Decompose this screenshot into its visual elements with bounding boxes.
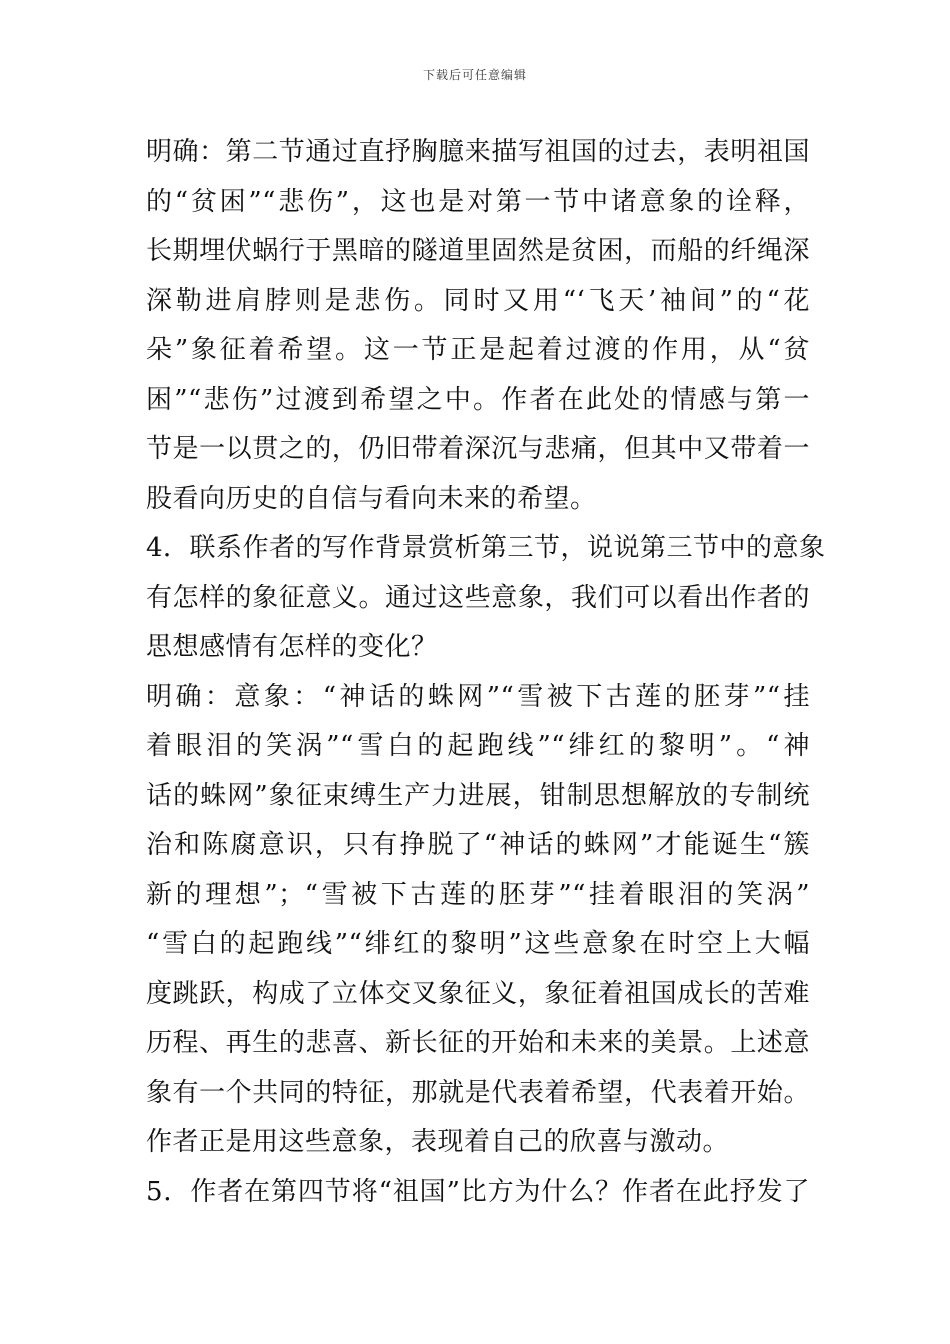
text-line: 的“贫困”“悲伤”，这也是对第一节中诸意象的诠释，	[146, 186, 810, 217]
paragraph-question-5	[146, 1168, 810, 1218]
text-line: 新的理想”；“雪被下古莲的胚芽”“挂着眼泪的笑涡”	[146, 879, 810, 910]
text-line: 4．联系作者的写作背景赏析第三节，说说第三节中的意象	[146, 533, 826, 563]
text-line: 朵”象征着希望。这一节正是起着过渡的作用，从“贫	[146, 335, 810, 365]
document-body	[146, 128, 826, 1217]
text-line: 明确：第二节通过直抒胸臆来描写祖国的过去，表明祖国	[146, 137, 810, 167]
text-line: “雪白的起跑线”“绯红的黎明”这些意象在时空上大幅	[146, 929, 810, 959]
text-line: 着眼泪的笑涡”“雪白的起跑线”“绯红的黎明”。“神	[146, 731, 810, 761]
text-line: 困”“悲伤”过渡到希望之中。作者在此处的情感与第一	[146, 384, 810, 415]
text-line: 节是一以贯之的，仍旧带着深沉与悲痛，但其中又带着一	[146, 434, 810, 464]
text-line: 治和陈腐意识，只有挣脱了“神话的蛛网”才能诞生“簇	[146, 830, 810, 860]
text-line: 作者正是用这些意象，表现着自己的欣喜与激动。	[146, 1127, 730, 1157]
text-line: 深勒进肩脖则是悲伤。同时又用“‘飞天’袖间”的“花	[146, 285, 810, 316]
text-line: 思想感情有怎样的变化？	[146, 632, 438, 662]
paragraph-question-4	[146, 524, 826, 673]
page-header-note: 下载后可任意编辑	[422, 68, 527, 82]
text-line: 5．作者在第四节将“祖国”比方为什么？作者在此抒发了	[146, 1176, 810, 1207]
text-line: 有怎样的象征意义。通过这些意象，我们可以看出作者的	[146, 582, 810, 613]
text-line: 历程、再生的悲喜、新长征的开始和未来的美景。上述意	[146, 1028, 810, 1058]
paragraph-answer-3	[146, 128, 810, 524]
text-line: 长期埋伏蜗行于黑暗的隧道里固然是贫困，而船的纤绳深	[146, 236, 810, 266]
text-line: 明确：意象：“神话的蛛网”“雪被下古莲的胚芽”“挂	[146, 681, 810, 712]
text-line: 象有一个共同的特征，那就是代表着希望，代表着开始。	[146, 1077, 810, 1108]
text-line: 话的蛛网”象征束缚生产力进展，钳制思想解放的专制统	[146, 780, 810, 811]
paragraph-answer-4	[146, 673, 810, 1168]
text-line: 度跳跃，构成了立体交叉象征义，象征着祖国成长的苦难	[146, 978, 810, 1009]
text-line: 股看向历史的自信与看向未来的希望。	[146, 483, 597, 514]
